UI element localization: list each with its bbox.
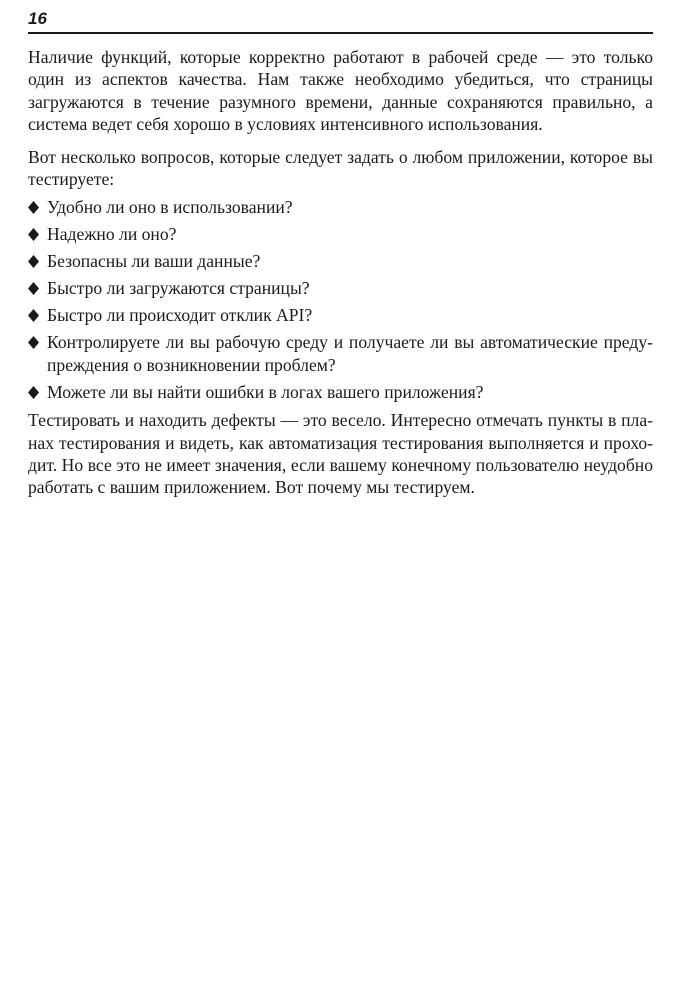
list-item-text: Контролируете ли вы рабочую среду и получаете ли вы автоматические предупреждения о возникновении проблем?	[47, 332, 653, 375]
diamond-bullet-icon	[28, 381, 42, 403]
list-item	[28, 223, 653, 245]
diamond-bullet-icon	[28, 223, 42, 245]
list-item-text: Можете ли вы найти ошибки в логах вашего приложения?	[47, 381, 484, 402]
list-item	[28, 381, 653, 403]
page-body	[28, 46, 653, 499]
paragraph-conclusion: Тестировать и находить дефекты — это весело. Интересно отмечать пункты в планах тестирования и видеть, как автоматизация тестирования выполняется и проходит. Но все это не имеет значения, если вашему конечному пользователю неудобно работать с вашим приложением. Вот почему мы тестируем.	[28, 410, 653, 498]
diamond-bullet-icon	[28, 304, 42, 326]
page-number: 16	[28, 9, 47, 28]
paragraph-quality-aspects: Наличие функций, которые корректно работают в рабочей среде — это только один из аспектов качества. Нам также необходимо убедиться, что страницы загружаются в течение разумного времени, данные сохраняются правильно, а система ведет себя хорошо в условиях интенсивного использования.	[28, 47, 653, 135]
diamond-bullet-icon	[28, 250, 42, 272]
diamond-bullet-icon	[28, 196, 42, 218]
list-item-text: Безопасны ли ваши данные?	[47, 251, 261, 272]
page-header	[28, 8, 653, 34]
list-item-text: Надежно ли оно?	[47, 224, 177, 245]
diamond-bullet-icon	[28, 277, 42, 299]
list-item	[28, 250, 653, 272]
list-item	[28, 304, 653, 326]
list-item-text: Быстро ли загружаются страницы?	[47, 278, 310, 299]
list-item	[28, 277, 653, 299]
paragraph-questions-intro: Вот несколько вопросов, которые следует задать о любом приложении, которое вы тестируете:	[28, 146, 653, 190]
list-item-text: Удобно ли оно в использовании?	[47, 197, 293, 218]
question-list	[28, 196, 653, 403]
diamond-bullet-icon	[28, 331, 42, 353]
list-item	[28, 196, 653, 218]
list-item-text: Быстро ли происходит отклик API?	[47, 305, 313, 326]
list-item	[28, 331, 653, 376]
